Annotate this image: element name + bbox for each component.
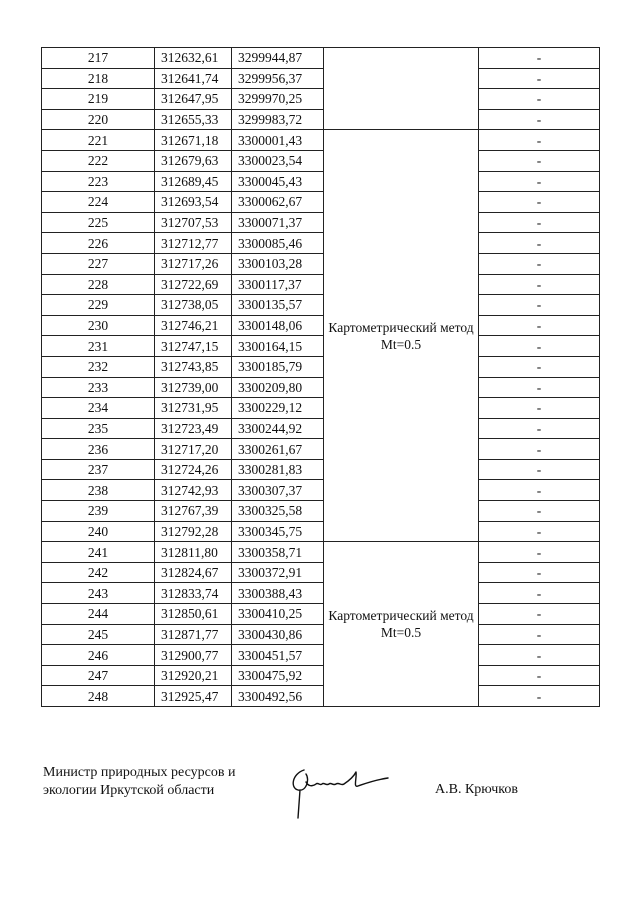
accuracy-cell: - [479,212,600,233]
point-number-cell: 219 [42,89,155,110]
point-number-cell: 246 [42,645,155,666]
x-coordinate-cell: 312722,69 [155,274,232,295]
x-coordinate-cell: 312632,61 [155,48,232,69]
signatory-title-line-1: Министр природных ресурсов и [43,765,236,780]
table-row [42,274,600,295]
table-row [42,233,600,254]
point-number-cell: 237 [42,459,155,480]
table-row [42,542,600,563]
x-coordinate-cell: 312738,05 [155,295,232,316]
table-row [42,501,600,522]
x-coordinate-cell: 312641,74 [155,68,232,89]
x-coordinate-cell: 312712,77 [155,233,232,254]
y-coordinate-cell: 3299983,72 [232,109,324,130]
y-coordinate-cell: 3300372,91 [232,562,324,583]
x-coordinate-cell: 312833,74 [155,583,232,604]
accuracy-cell: - [479,583,600,604]
y-coordinate-cell: 3300475,92 [232,665,324,686]
point-number-cell: 224 [42,192,155,213]
coordinates-table [41,47,600,707]
accuracy-cell: - [479,336,600,357]
y-coordinate-cell: 3300261,67 [232,439,324,460]
x-coordinate-cell: 312871,77 [155,624,232,645]
point-number-cell: 239 [42,501,155,522]
x-coordinate-cell: 312920,21 [155,665,232,686]
y-coordinate-cell: 3300325,58 [232,501,324,522]
table-row [42,686,600,707]
x-coordinate-cell: 312742,93 [155,480,232,501]
x-coordinate-cell: 312824,67 [155,562,232,583]
coordinates-table-body [42,48,600,707]
point-number-cell: 242 [42,562,155,583]
y-coordinate-cell: 3300164,15 [232,336,324,357]
table-row [42,459,600,480]
table-row [42,562,600,583]
table-row [42,89,600,110]
table-row [42,377,600,398]
accuracy-cell: - [479,459,600,480]
method-cell: Картометрический метод Mt=0.5 [324,130,479,542]
accuracy-cell: - [479,192,600,213]
accuracy-cell: - [479,521,600,542]
point-number-cell: 228 [42,274,155,295]
point-number-cell: 245 [42,624,155,645]
table-row [42,212,600,233]
x-coordinate-cell: 312900,77 [155,645,232,666]
y-coordinate-cell: 3300492,56 [232,686,324,707]
x-coordinate-cell: 312792,28 [155,521,232,542]
point-number-cell: 220 [42,109,155,130]
table-row [42,624,600,645]
table-row [42,583,600,604]
x-coordinate-cell: 312723,49 [155,418,232,439]
x-coordinate-cell: 312767,39 [155,501,232,522]
accuracy-cell: - [479,171,600,192]
x-coordinate-cell: 312693,54 [155,192,232,213]
signatory-name: А.В. Крючков [435,782,518,797]
point-number-cell: 221 [42,130,155,151]
point-number-cell: 244 [42,604,155,625]
table-row [42,480,600,501]
table-row [42,192,600,213]
table-row [42,665,600,686]
x-coordinate-cell: 312647,95 [155,89,232,110]
table-row [42,130,600,151]
x-coordinate-cell: 312717,26 [155,253,232,274]
table-row [42,336,600,357]
x-coordinate-cell: 312671,18 [155,130,232,151]
table-row [42,315,600,336]
accuracy-cell: - [479,48,600,69]
accuracy-cell: - [479,253,600,274]
x-coordinate-cell: 312850,61 [155,604,232,625]
y-coordinate-cell: 3300185,79 [232,356,324,377]
y-coordinate-cell: 3300071,37 [232,212,324,233]
signatory-title [43,764,235,800]
accuracy-cell: - [479,501,600,522]
y-coordinate-cell: 3300023,54 [232,150,324,171]
accuracy-cell: - [479,68,600,89]
accuracy-cell: - [479,130,600,151]
table-row [42,418,600,439]
accuracy-cell: - [479,150,600,171]
table-row [42,604,600,625]
x-coordinate-cell: 312743,85 [155,356,232,377]
y-coordinate-cell: 3300410,25 [232,604,324,625]
accuracy-cell: - [479,624,600,645]
table-row [42,521,600,542]
point-number-cell: 226 [42,233,155,254]
y-coordinate-cell: 3300244,92 [232,418,324,439]
point-number-cell: 236 [42,439,155,460]
handwritten-signature-icon [284,760,394,822]
y-coordinate-cell: 3300045,43 [232,171,324,192]
accuracy-cell: - [479,295,600,316]
table-row [42,356,600,377]
point-number-cell: 217 [42,48,155,69]
point-number-cell: 232 [42,356,155,377]
x-coordinate-cell: 312747,15 [155,336,232,357]
y-coordinate-cell: 3300085,46 [232,233,324,254]
accuracy-cell: - [479,89,600,110]
y-coordinate-cell: 3300062,67 [232,192,324,213]
accuracy-cell: - [479,604,600,625]
point-number-cell: 238 [42,480,155,501]
y-coordinate-cell: 3300148,06 [232,315,324,336]
point-number-cell: 241 [42,542,155,563]
y-coordinate-cell: 3300001,43 [232,130,324,151]
accuracy-cell: - [479,377,600,398]
point-number-cell: 230 [42,315,155,336]
accuracy-cell: - [479,665,600,686]
table-row [42,150,600,171]
point-number-cell: 231 [42,336,155,357]
y-coordinate-cell: 3300209,80 [232,377,324,398]
x-coordinate-cell: 312925,47 [155,686,232,707]
method-cell [324,48,479,130]
y-coordinate-cell: 3300358,71 [232,542,324,563]
y-coordinate-cell: 3299944,87 [232,48,324,69]
accuracy-cell: - [479,542,600,563]
method-cell: Картометрический метод Mt=0.5 [324,542,479,707]
signatory-title-line-2: экологии Иркутской области [43,783,215,798]
point-number-cell: 218 [42,68,155,89]
y-coordinate-cell: 3300135,57 [232,295,324,316]
x-coordinate-cell: 312746,21 [155,315,232,336]
x-coordinate-cell: 312707,53 [155,212,232,233]
point-number-cell: 223 [42,171,155,192]
point-number-cell: 227 [42,253,155,274]
accuracy-cell: - [479,274,600,295]
table-row [42,48,600,69]
y-coordinate-cell: 3300345,75 [232,521,324,542]
point-number-cell: 235 [42,418,155,439]
x-coordinate-cell: 312689,45 [155,171,232,192]
y-coordinate-cell: 3300117,37 [232,274,324,295]
x-coordinate-cell: 312655,33 [155,109,232,130]
x-coordinate-cell: 312717,20 [155,439,232,460]
x-coordinate-cell: 312739,00 [155,377,232,398]
table-row [42,645,600,666]
accuracy-cell: - [479,418,600,439]
accuracy-cell: - [479,109,600,130]
point-number-cell: 243 [42,583,155,604]
point-number-cell: 248 [42,686,155,707]
point-number-cell: 225 [42,212,155,233]
accuracy-cell: - [479,686,600,707]
table-row [42,295,600,316]
signature-block [43,764,603,824]
point-number-cell: 247 [42,665,155,686]
x-coordinate-cell: 312811,80 [155,542,232,563]
accuracy-cell: - [479,562,600,583]
y-coordinate-cell: 3299956,37 [232,68,324,89]
accuracy-cell: - [479,480,600,501]
table-row [42,253,600,274]
table-row [42,439,600,460]
x-coordinate-cell: 312679,63 [155,150,232,171]
point-number-cell: 240 [42,521,155,542]
point-number-cell: 234 [42,398,155,419]
accuracy-cell: - [479,645,600,666]
table-row [42,109,600,130]
y-coordinate-cell: 3300388,43 [232,583,324,604]
table-row [42,68,600,89]
table-row [42,171,600,192]
y-coordinate-cell: 3300451,57 [232,645,324,666]
x-coordinate-cell: 312724,26 [155,459,232,480]
point-number-cell: 229 [42,295,155,316]
y-coordinate-cell: 3300307,37 [232,480,324,501]
y-coordinate-cell: 3300229,12 [232,398,324,419]
x-coordinate-cell: 312731,95 [155,398,232,419]
y-coordinate-cell: 3300281,83 [232,459,324,480]
point-number-cell: 222 [42,150,155,171]
accuracy-cell: - [479,398,600,419]
accuracy-cell: - [479,315,600,336]
point-number-cell: 233 [42,377,155,398]
table-row [42,398,600,419]
accuracy-cell: - [479,356,600,377]
accuracy-cell: - [479,233,600,254]
y-coordinate-cell: 3299970,25 [232,89,324,110]
accuracy-cell: - [479,439,600,460]
y-coordinate-cell: 3300103,28 [232,253,324,274]
y-coordinate-cell: 3300430,86 [232,624,324,645]
